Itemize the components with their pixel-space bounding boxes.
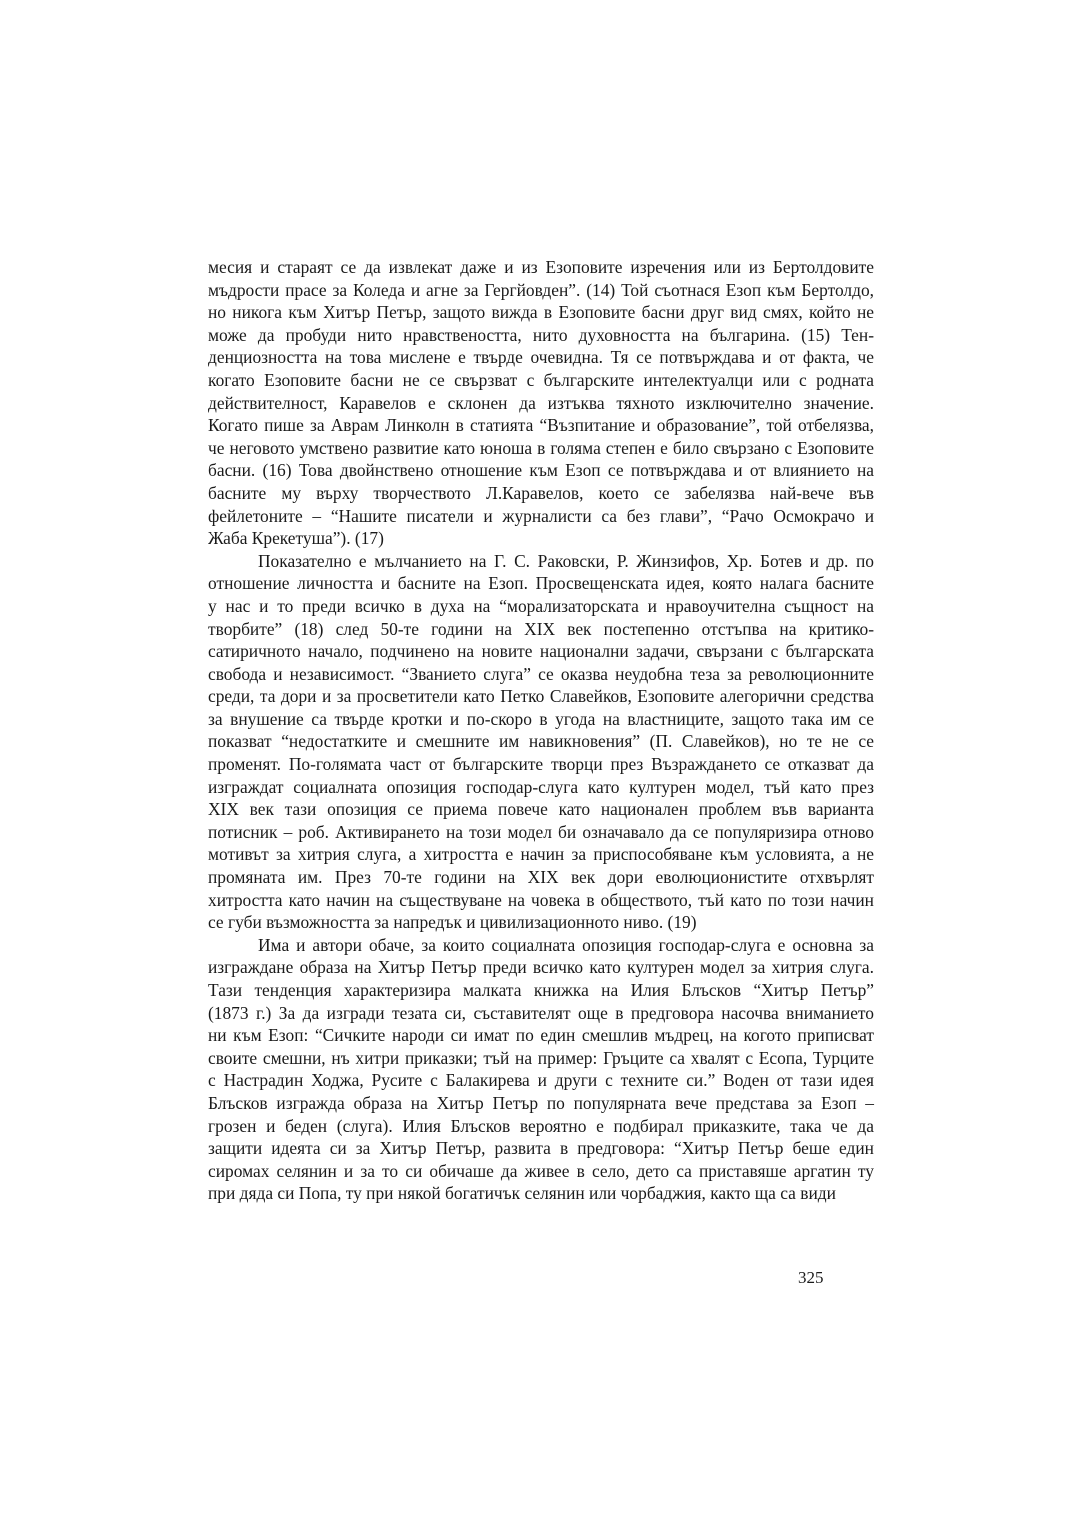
text-line: среди, та дори и за просветители като Петко Славейков, Езоповите алегорични средства bbox=[208, 686, 874, 707]
text-line: у нас и то преди всичко в духа на “морализаторската и нравоучителна същност на bbox=[208, 595, 874, 616]
text-line: XIX век тази опозиция се приема повече като национален проблем във варианта bbox=[208, 799, 874, 820]
text-line: сиромах селянин и за то си обичаше да живее в село, дето са приставяше аргатин ту bbox=[208, 1160, 874, 1181]
paragraph bbox=[208, 934, 874, 1205]
text-line: отношение личността и басните на Езоп. Просвещенската идея, която налага басните bbox=[208, 573, 874, 594]
text-line: ни към Езоп: “Сичките народи си имат по един смешлив мъдрец, на когото приписват bbox=[208, 1025, 874, 1046]
text-line: Има и автори обаче, за които социалната опозиция господар-слуга е основна за bbox=[258, 934, 874, 955]
text-line: с Настрадин Ходжа, Русите с Балакирева и други с техните си.” Воден от тази идея bbox=[208, 1070, 874, 1091]
text-line: Когато пише за Аврам Линколн в статията “Възпитание и образование”, той отбелязва, bbox=[208, 415, 874, 436]
text-line: грозен и беден (слуга). Илия Блъсков вероятно е подбирал приказките, така че да bbox=[208, 1115, 874, 1136]
text-line: когато Езоповите басни не се свързват с българските интелектуалци или с родната bbox=[208, 369, 874, 390]
paragraph bbox=[208, 550, 874, 934]
text-line: че неговото умствено развитие като юноша в голяма степен е било свързано с Езоповите bbox=[208, 437, 874, 458]
text-line: промяната им. През 70-те години на XIX век дори еволюционистите отхвърлят bbox=[208, 867, 874, 888]
text-line: може да пробуди нито нравствеността, нито духовността на българина. (15) Тен- bbox=[208, 324, 874, 345]
text-line: защити идеята си за Хитър Петър, развита в предговора: “Хитър Петър беше един bbox=[208, 1138, 874, 1159]
text-line: потисник – роб. Активирането на този модел би означавало да се популяризира отново bbox=[208, 821, 874, 842]
text-line: денциозността на това мислене е твърде очевидна. Тя се потвърждава и от факта, че bbox=[208, 347, 874, 368]
text-line: басни. (16) Това двойнствено отношение към Езоп се потвърждава и от влиянието на bbox=[208, 460, 874, 481]
text-line: променят. По-голямата част от българските творци през Възраждането се отказват да bbox=[208, 754, 874, 775]
text-line: изграждане образа на Хитър Петър преди всичко като културен модел за хитрия слуга. bbox=[208, 957, 874, 978]
text-line: сатиричното начало, подчинено на новите национални задачи, свързани с българската bbox=[208, 641, 874, 662]
text-line: мъдрости прасе за Коледа и агне за Гергйовден”. (14) Той съотнася Езоп към Бертолдо, bbox=[208, 279, 874, 300]
text-line: Показателно е мълчанието на Г. С. Раковски, Р. Жинзифов, Хр. Ботев и др. по bbox=[258, 550, 874, 571]
text-line: Блъсков изгражда образа на Хитър Петър по популярната вече представа за Езоп – bbox=[208, 1092, 874, 1113]
text-line: свобода и независимост. “Званието слуга” се оказва неудобна теза за революционните bbox=[208, 663, 874, 684]
text-line: показват “недостатките и смешните им навикновения” (П. Славейков), но те не се bbox=[208, 731, 874, 752]
text-line: Жаба Крекетуша”). (17) bbox=[208, 528, 384, 549]
text-line: при дяда си Попа, ту при някой богатичък селянин или чорбаджия, както ща са види bbox=[208, 1183, 836, 1204]
page-body bbox=[208, 256, 874, 1205]
text-line: изграждат социалната опозиция господар-слуга като културен модел, тъй като през bbox=[208, 776, 874, 797]
text-line: басните му върху творчеството Л.Каравелов, което се забелязва най-вече във bbox=[208, 482, 874, 503]
text-line: (1873 г.) За да изгради тезата си, съставителят още в предговора насочва вниманието bbox=[208, 1002, 874, 1023]
page-number: 325 bbox=[798, 1268, 824, 1287]
text-line: Тази тенденция характеризира малката книжка на Илия Блъсков “Хитър Петър” bbox=[208, 980, 874, 1000]
paragraph bbox=[208, 256, 874, 550]
text-line: за внушение са твърде кротки и по-скоро в угода на властниците, защото така им се bbox=[208, 708, 874, 729]
text-line: се губи възможността за напредък и цивилизационното ниво. (19) bbox=[208, 912, 697, 933]
text-line: действителност, Каравелов е склонен да изтъква тяхното изключително значение. bbox=[208, 392, 874, 413]
text-line: фейлетоните – “Нашите писатели и журналисти са без глави”, “Рачо Осмокрачо и bbox=[208, 505, 874, 526]
text-line: творбите” (18) след 50-те години на XIX век постепенно отстъпва на критико- bbox=[208, 618, 874, 639]
text-line: хитростта като начин на съществуване на човека в обществото, тъй като по този начин bbox=[208, 889, 874, 910]
text-line: месия и стараят се да извлекат даже и из Езоповите изречения или из Бертолдовите bbox=[208, 257, 874, 277]
text-line: своите смешни, нъ хитри приказки; тъй на пример: Гръците са хвалят с Есопа, Турците bbox=[208, 1047, 874, 1068]
text-line: мотивът за хитрия слуга, а хитростта е начин за приспособяване към условията, а не bbox=[208, 844, 874, 865]
text-line: но никога към Хитър Петър, защото вижда в Езоповите басни друг вид смях, който не bbox=[208, 302, 874, 323]
